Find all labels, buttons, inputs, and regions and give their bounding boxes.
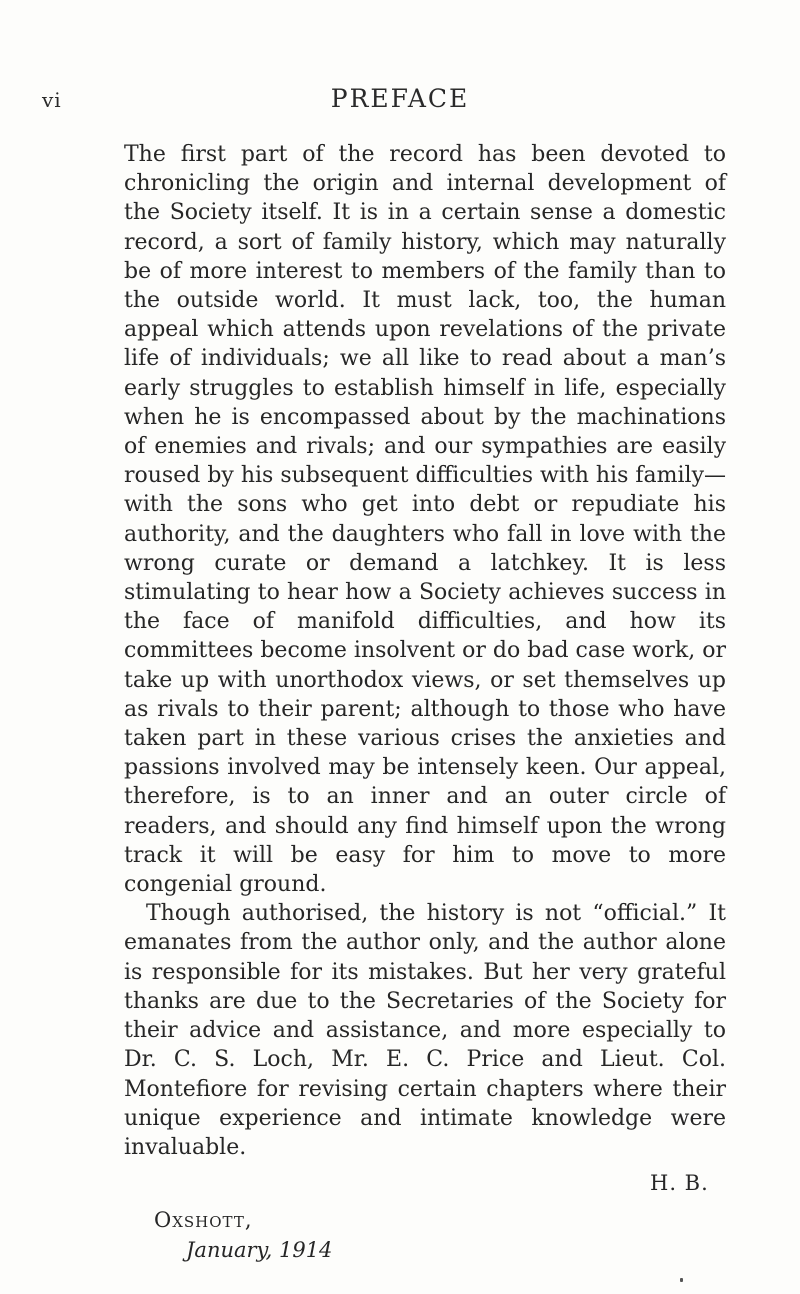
signature-date: January, 1914 — [186, 1238, 333, 1262]
paragraph-1: The first part of the record has been devoted to chronicling the origin and internal development of the Society itself. It is in a certain sense a domestic record, a sort of family history, which may naturally be of more interest to members of the family than to the outside world. It must lack, too, the human appeal which attends upon revelations of the private life of individuals; we all like to read about a man’s early struggles to establish himself in life, especially when he is encompassed about by the machinations of enemies and rivals; and our sympathies are easily roused by his subsequent difficulties with his family—with the sons who get into debt or repudiate his authority, and the daughters who fall in love with the wrong curate or demand a latchkey. It is less stimulating to hear how a Society achieves success in the face of manifold difficulties, and how its committees become insolvent or do bad case work, or take up with unorthodox views, or set themselves up as rivals to their parent; although to those who have taken part in these various crises the anxieties and passions involved may be intensely keen. Our appeal, therefore, is to an inner and an outer circle of readers, and should any find himself upon the wrong track it will be easy for him to move to more congenial ground. — [124, 142, 726, 898]
author-initials: H. B. — [650, 1171, 709, 1195]
preface-body — [124, 140, 726, 1162]
signature-place: Oxshott, — [154, 1208, 253, 1232]
page-title: PREFACE — [330, 84, 470, 113]
paper-speck — [680, 1278, 683, 1282]
paragraph-2: Though authorised, the history is not “official.” It emanates from the author only, and the author alone is responsible for its mistakes. But her very grateful thanks are due to the Secretaries of the Society for their advice and assistance, and more especially to Dr. C. S. Loch, Mr. E. C. Price and Lieut. Col. Montefiore for revising certain chapters where their unique experience and intimate knowledge were invaluable. — [124, 901, 726, 1160]
page-number: vi — [42, 88, 62, 112]
